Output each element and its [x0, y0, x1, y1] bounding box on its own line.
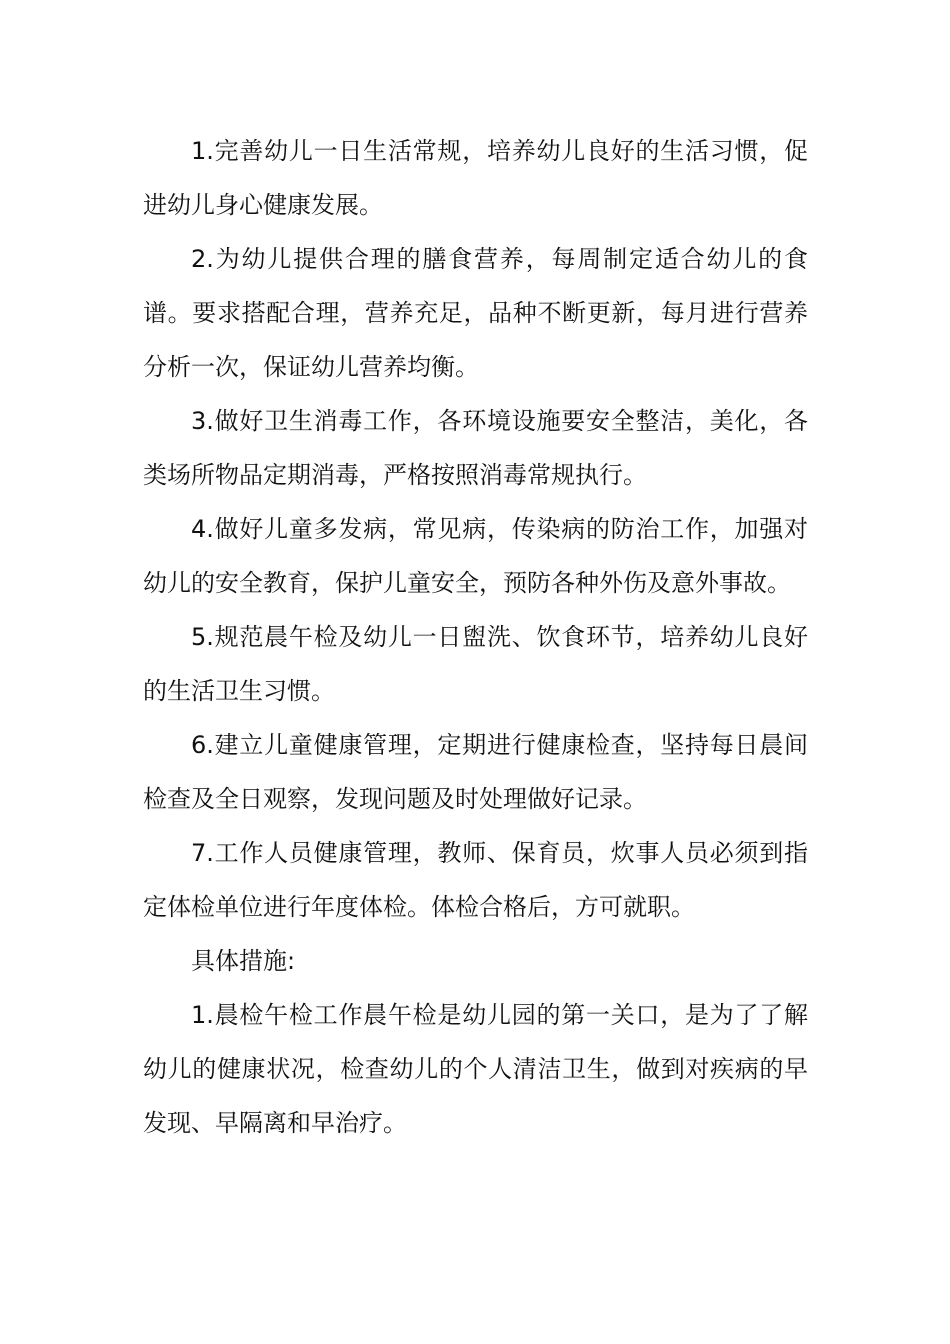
- paragraph-2: 2.为幼儿提供合理的膳食营养，每周制定适合幼儿的食谱。要求搭配合理，营养充足，品种不断更新，每月进行营养分析一次，保证幼儿营养均衡。: [143, 245, 808, 381]
- paragraph-3: 3.做好卫生消毒工作，各环境设施要安全整洁，美化，各类场所物品定期消毒，严格按照消毒常规执行。: [143, 407, 808, 489]
- paragraph-measure-1: 1.晨检午检工作晨午检是幼儿园的第一关口，是为了了解幼儿的健康状况，检查幼儿的个人清洁卫生，做到对疾病的早发现、早隔离和早治疗。: [143, 1001, 808, 1137]
- section-heading-measures: 具体措施:: [191, 947, 296, 975]
- document-body: [143, 124, 808, 1150]
- paragraph-1: 1.完善幼儿一日生活常规，培养幼儿良好的生活习惯，促进幼儿身心健康发展。: [143, 137, 808, 219]
- paragraph-4: 4.做好儿童多发病，常见病，传染病的防治工作，加强对幼儿的安全教育，保护儿童安全，预防各种外伤及意外事故。: [143, 515, 808, 597]
- paragraph-7: 7.工作人员健康管理，教师、保育员，炊事人员必须到指定体检单位进行年度体检。体检合格后，方可就职。: [143, 839, 808, 921]
- paragraph-6: 6.建立儿童健康管理，定期进行健康检查，坚持每日晨间检查及全日观察，发现问题及时处理做好记录。: [143, 731, 808, 813]
- paragraph-5: 5.规范晨午检及幼儿一日盥洗、饮食环节，培养幼儿良好的生活卫生习惯。: [143, 623, 808, 705]
